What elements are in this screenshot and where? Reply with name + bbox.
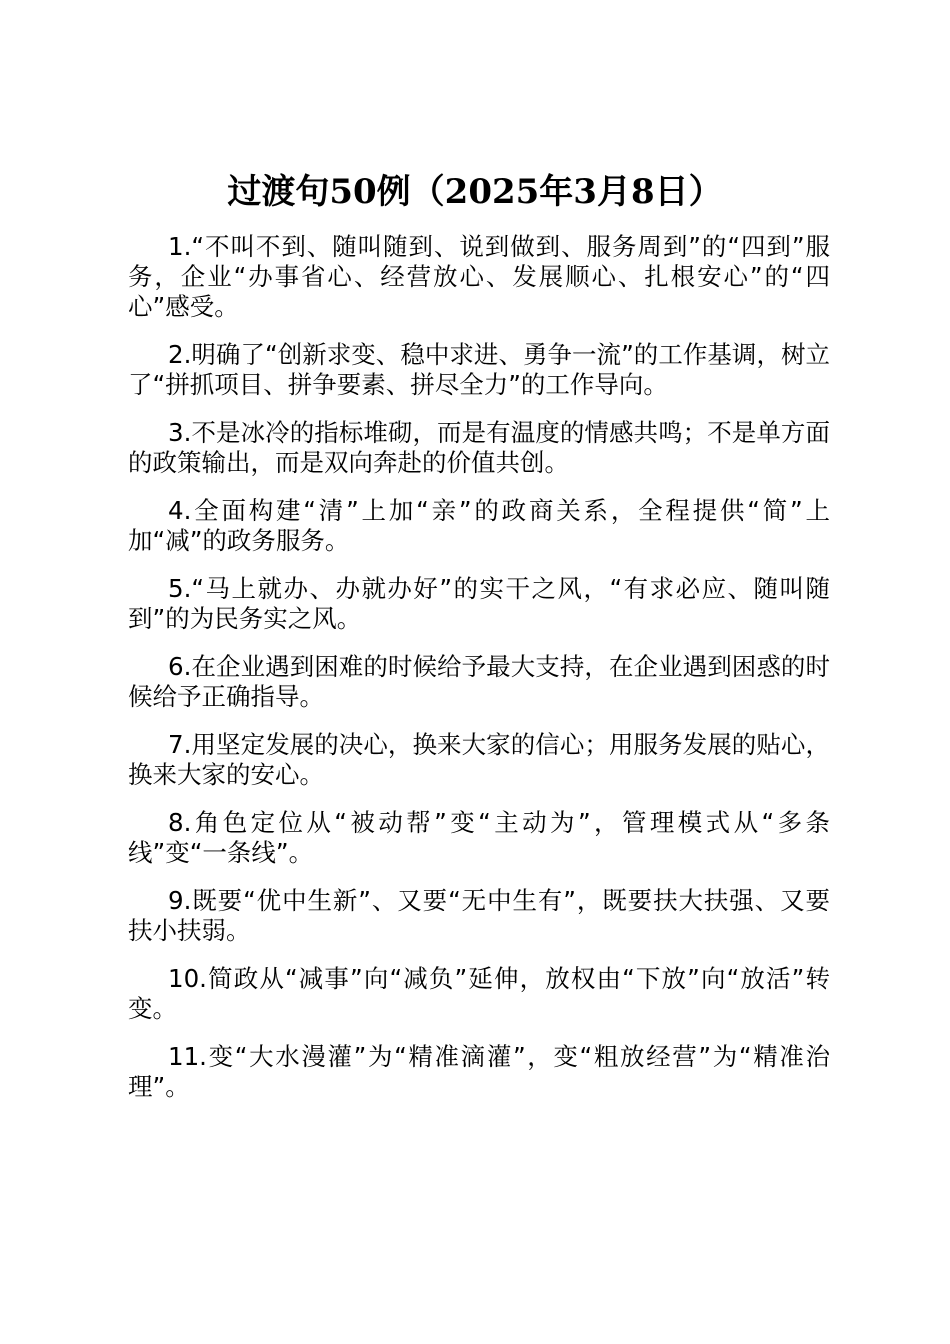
paragraph-8: 8.角色定位从“被动帮”变“主动为”，管理模式从“多条线”变“一条线”。 — [128, 808, 830, 867]
paragraph-1: 1.“不叫不到、随叫随到、说到做到、服务周到”的“四到”服务，企业“办事省心、经营放心、发展顺心、扎根安心”的“四心”感受。 — [128, 232, 830, 321]
paragraph-9: 9.既要“优中生新”、又要“无中生有”，既要扶大扶强、又要扶小扶弱。 — [128, 886, 830, 945]
paragraph-3: 3.不是冰冷的指标堆砌，而是有温度的情感共鸣；不是单方面的政策输出，而是双向奔赴的价值共创。 — [128, 418, 830, 477]
document-title: 过渡句50例（2025年3月8日） — [227, 172, 723, 212]
paragraph-4: 4.全面构建“清”上加“亲”的政商关系，全程提供“简”上加“减”的政务服务。 — [128, 496, 830, 555]
paragraph-2: 2.明确了“创新求变、稳中求进、勇争一流”的工作基调，树立了“拼抓项目、拼争要素、拼尽全力”的工作导向。 — [128, 340, 830, 399]
paragraph-5: 5.“马上就办、办就办好”的实干之风，“有求必应、随叫随到”的为民务实之风。 — [128, 574, 830, 633]
paragraph-6: 6.在企业遇到困难的时候给予最大支持，在企业遇到困惑的时候给予正确指导。 — [128, 652, 830, 711]
paragraph-7: 7.用坚定发展的决心，换来大家的信心；用服务发展的贴心，换来大家的安心。 — [128, 730, 830, 789]
paragraph-10: 10.简政从“减事”向“减负”延伸，放权由“下放”向“放活”转变。 — [128, 964, 830, 1023]
document-body — [128, 232, 830, 1120]
paragraph-11: 11.变“大水漫灌”为“精准滴灌”，变“粗放经营”为“精准治理”。 — [128, 1042, 830, 1101]
